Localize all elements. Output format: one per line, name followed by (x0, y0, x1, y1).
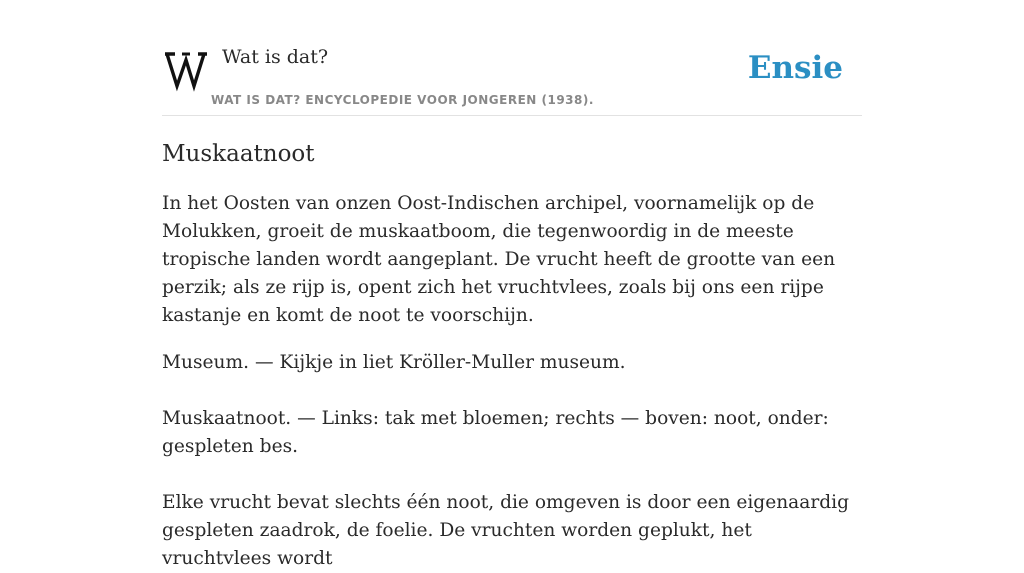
spacer (162, 461, 862, 489)
article-intro: In het Oosten van onzen Oost-Indischen archipel, voornamelijk op de Molukken, groeit de muskaatboom, die tegenwoordig in de meeste tropische landen wordt aangeplant. De vrucht heeft de grootte van een perzik; als ze rijp is, opent zich het vruchtvlees, zoals bij ons een rijpe kastanje en komt de noot te voorschijn. (162, 193, 836, 326)
book-title[interactable]: Wat is dat? (222, 46, 329, 68)
page-header (162, 40, 862, 116)
article (162, 138, 862, 573)
article-title: Muskaatnoot (162, 141, 315, 167)
w-logo-icon[interactable] (164, 50, 208, 90)
spacer (162, 377, 862, 405)
brand-logo[interactable]: Ensie (747, 50, 843, 86)
body-paragraph: Elke vrucht bevat slechts één noot, die omgeven is door een eigenaardig gespleten zaadrok, de foelie. De vruchten worden geplukt, het vruchtvlees wordt (162, 492, 849, 569)
book-subtitle: WAT IS DAT? ENCYCLOPEDIE VOOR JONGEREN (1938). (211, 93, 594, 107)
image-caption: Museum. — Kijkje in liet Kröller-Muller museum. (162, 352, 626, 373)
article-body (162, 349, 862, 573)
image-caption: Muskaatnoot. — Links: tak met bloemen; rechts — boven: noot, onder: gespleten bes. (162, 408, 829, 457)
